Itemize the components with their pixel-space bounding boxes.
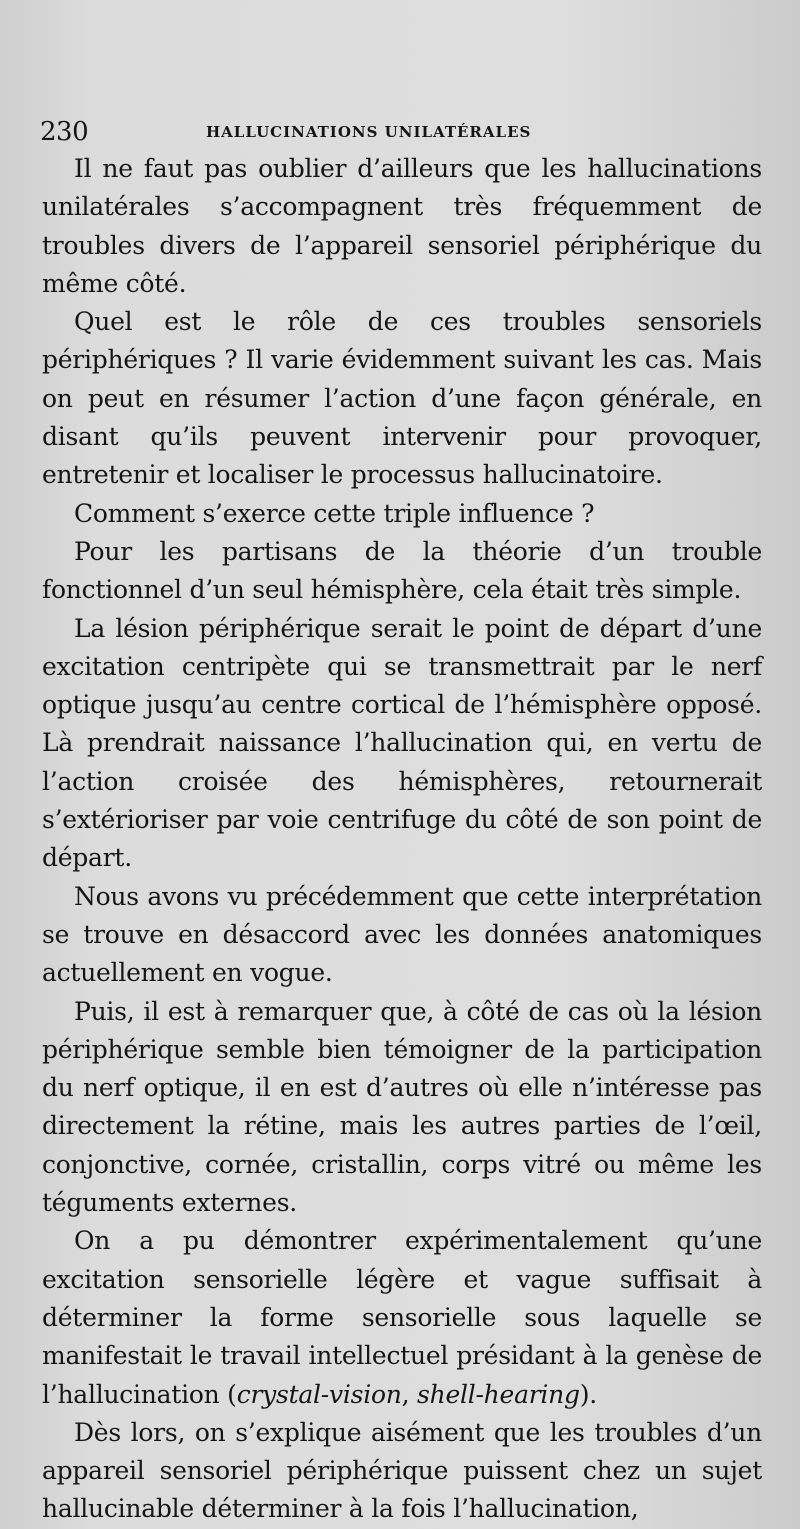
paragraph-4: Pour les partisans de la théorie d’un trouble fonctionnel d’un seul hémisphère, cela était très simple. bbox=[42, 536, 762, 605]
paragraph-9: Dès lors, on s’explique aisément que les troubles d’un appareil sensoriel périphérique puissent chez un sujet hallucinable déterminer à la fois l’hallucination, bbox=[42, 1417, 762, 1524]
paragraph-2: Quel est le rôle de ces troubles sensoriels périphériques ? Il varie évidemment suivant les cas. Mais on peut en résumer l’action d’une façon générale, en disant qu’ils peuvent intervenir pour provoquer, entretenir et localiser le processus hallucinatoire. bbox=[42, 307, 762, 490]
paragraph-1: Il ne faut pas oublier d’ailleurs que les hallucinations unilatérales s’accompagnent très fréquemment de troubles divers de l’appareil sensoriel périphérique du même côté. bbox=[42, 154, 762, 298]
italic-term-shell-hearing: shell-hearing bbox=[417, 1379, 580, 1409]
paragraph-5: La lésion périphérique serait le point de départ d’une excitation centripète qui se transmettrait par le nerf optique jusqu’au centre cortical de l’hémisphère opposé. Là prendrait naissance l’hallucination qui, en vertu de l’action croisée des hémisphères, retournerait s’extérioriser par voie centrifuge du côté de son point de départ. bbox=[42, 613, 762, 873]
paragraph-3: Comment s’exerce cette triple influence ? bbox=[74, 498, 595, 528]
running-title: HALLUCINATIONS UNILATÉRALES bbox=[206, 123, 532, 141]
page-number: 230 bbox=[40, 117, 89, 147]
page-header bbox=[40, 114, 760, 150]
italic-term-crystal-vision: crystal-vision bbox=[236, 1379, 402, 1409]
paragraph-7: Puis, il est à remarquer que, à côté de cas où la lésion périphérique semble bien témoigner de la participation du nerf optique, il en est d’autres où elle n’intéresse pas directement la rétine, mais les autres parties de l’œil, conjonctive, cornée, cristallin, corps vitré ou même les téguments externes. bbox=[42, 996, 762, 1218]
body-text bbox=[42, 150, 762, 1529]
paragraph-8 bbox=[42, 1222, 762, 1413]
paragraph-8-text-after: ). bbox=[579, 1379, 597, 1409]
paragraph-8-separator: , bbox=[401, 1379, 418, 1409]
paragraph-6: Nous avons vu précédemment que cette interprétation se trouve en désaccord avec les données anatomiques actuellement en vogue. bbox=[42, 881, 762, 988]
paragraph-8-text-before: On a pu démontrer expérimentalement qu’une excitation sensorielle légère et vague suffisait à déterminer la forme sensorielle sous laquelle se manifestait le travail intellectuel présidant à la genèse de l’hallucination ( bbox=[42, 1226, 762, 1409]
